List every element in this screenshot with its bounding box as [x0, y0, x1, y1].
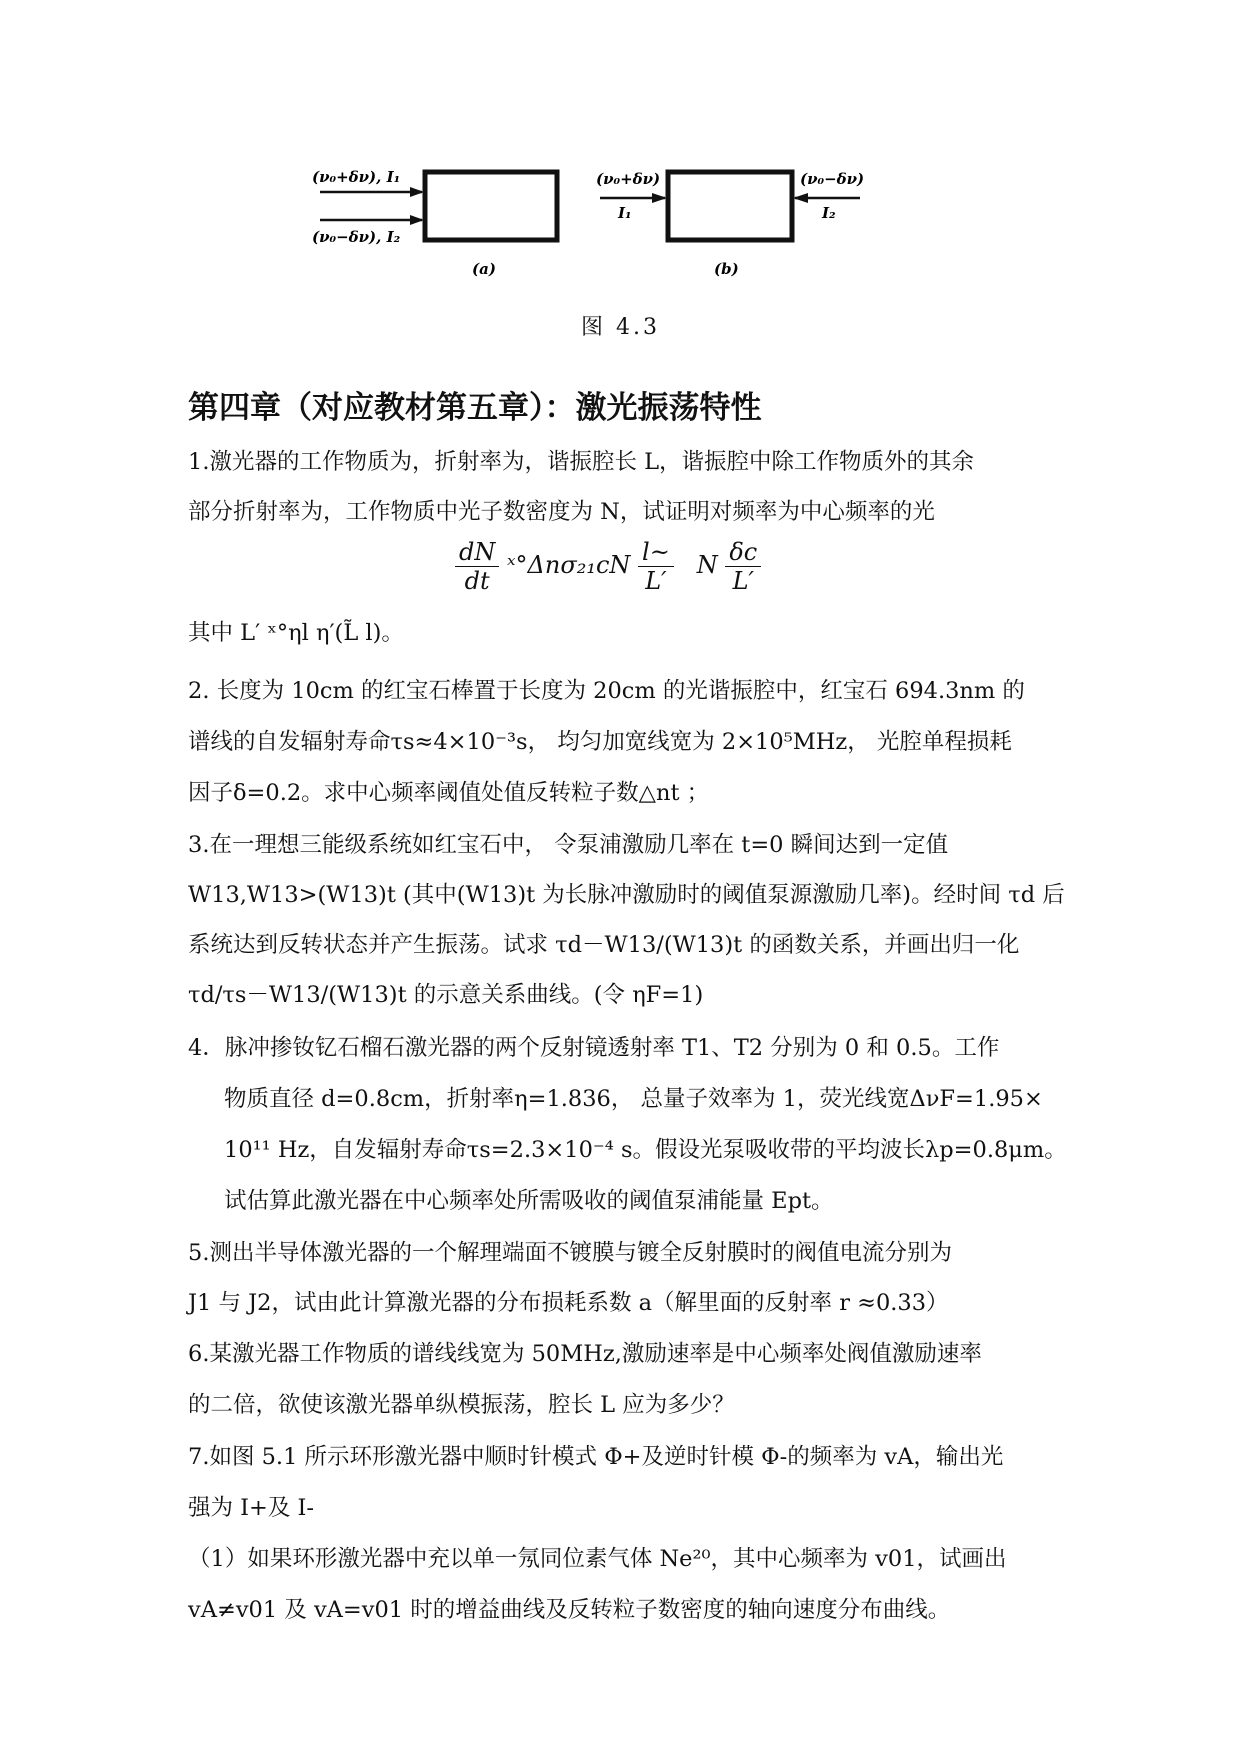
- eq-mid: ˣ°Δnσ₂₁cN: [507, 551, 631, 579]
- q2-line3: 因子δ=0.2。求中心频率阈值处值反转粒子数△nt ；: [188, 780, 710, 806]
- q6-line1: 6.某激光器工作物质的谱线线宽为 50MHz,激励速率是中心频率处阀值激励速率: [188, 1341, 982, 1367]
- q1-equation: [455, 538, 761, 595]
- label-a-top: (ν₀+δν), I₁: [312, 168, 401, 186]
- q4-line1: 4．脉冲掺钕钇石榴石激光器的两个反射镜透射率 T1、T2 分别为 0 和 0.5。工作: [188, 1035, 1000, 1061]
- label-a: (a): [472, 260, 496, 278]
- label-b-right-sub: I₂: [822, 204, 836, 222]
- box-a: [425, 172, 557, 240]
- eq-dn: dN: [455, 538, 499, 567]
- eq-n: N: [696, 551, 718, 579]
- q3-line4: τd/τs－W13/(W13)t 的示意关系曲线。(令 ηF=1): [188, 982, 704, 1008]
- q1-where: 其中 L′ ˣ°ηl η′(L̃ l)。: [188, 620, 404, 646]
- label-b-left: (ν₀+δν): [596, 170, 661, 188]
- box-b: [668, 172, 792, 240]
- eq-lprime: L′: [645, 567, 667, 595]
- chapter-title: 第四章（对应教材第五章）：激光振荡特性: [188, 390, 762, 426]
- q2-line1: 2. 长度为 10cm 的红宝石棒置于长度为 20cm 的光谐振腔中，红宝石 694.3nm 的: [188, 678, 1025, 704]
- q2-line2: 谱线的自发辐射寿命τs≈4×10⁻³s， 均匀加宽线宽为 2×10⁵MHz， 光腔单程损耗: [188, 729, 1012, 755]
- label-b: (b): [714, 260, 739, 278]
- eq-lprime2: L′: [732, 567, 754, 595]
- q7-line3: （1）如果环形激光器中充以单一氖同位素气体 Ne²⁰，其中心频率为 v01，试画出: [188, 1546, 1007, 1572]
- eq-l: l~: [638, 538, 674, 567]
- q5-line1: 5.测出半导体激光器的一个解理端面不镀膜与镀全反射膜时的阀值电流分别为: [188, 1240, 952, 1266]
- q3-line1: 3.在一理想三能级系统如红宝石中， 令泵浦激励几率在 t=0 瞬间达到一定值: [188, 832, 949, 858]
- label-a-bottom: (ν₀−δν), I₂: [312, 228, 401, 246]
- q4-line4: 试估算此激光器在中心频率处所需吸收的阈值泵浦能量 Ept。: [224, 1188, 834, 1214]
- q7-line1: 7.如图 5.1 所示环形激光器中顺时针模式 Φ+及逆时针模 Φ-的频率为 vA，输出光: [188, 1444, 1004, 1470]
- q4-line3: 10¹¹ Hz，自发辐射寿命τs=2.3×10⁻⁴ s。假设光泵吸收带的平均波长λp=0.8μm。: [224, 1137, 1067, 1163]
- q7-line4: vA≠v01 及 vA=v01 时的增益曲线及反转粒子数密度的轴向速度分布曲线。: [188, 1597, 951, 1623]
- q6-line2: 的二倍，欲使该激光器单纵模振荡，腔长 L 应为多少？: [188, 1392, 735, 1418]
- label-b-left-sub: I₁: [618, 204, 632, 222]
- label-b-right: (ν₀−δν): [800, 170, 865, 188]
- q5-line2: J1 与 J2，试由此计算激光器的分布损耗系数 a（解里面的反射率 r ≈0.33）: [188, 1290, 949, 1316]
- eq-dt: dt: [464, 567, 490, 595]
- q3-line2: W13,W13>(W13)t (其中(W13)t 为长脉冲激励时的阈值泵源激励几率)。经时间 τd 后: [188, 882, 1065, 908]
- q3-line3: 系统达到反转状态并产生振荡。试求 τd－W13/(W13)t 的函数关系，并画出归一化: [188, 932, 1020, 958]
- eq-dc: δc: [725, 538, 761, 567]
- figure-caption: 图 4.3: [581, 315, 660, 340]
- q7-line2: 强为 I+及 I-: [188, 1495, 315, 1521]
- q4-line2: 物质直径 d=0.8cm，折射率η=1.836， 总量子效率为 1，荧光线宽ΔνF=1.95×: [224, 1086, 1043, 1112]
- q1-line2: 部分折射率为，工作物质中光子数密度为 N，试证明对频率为中心频率的光: [188, 499, 935, 525]
- q1-line1: 1.激光器的工作物质为，折射率为，谐振腔长 L，谐振腔中除工作物质外的其余: [188, 449, 975, 475]
- figure-4-3: [300, 150, 940, 330]
